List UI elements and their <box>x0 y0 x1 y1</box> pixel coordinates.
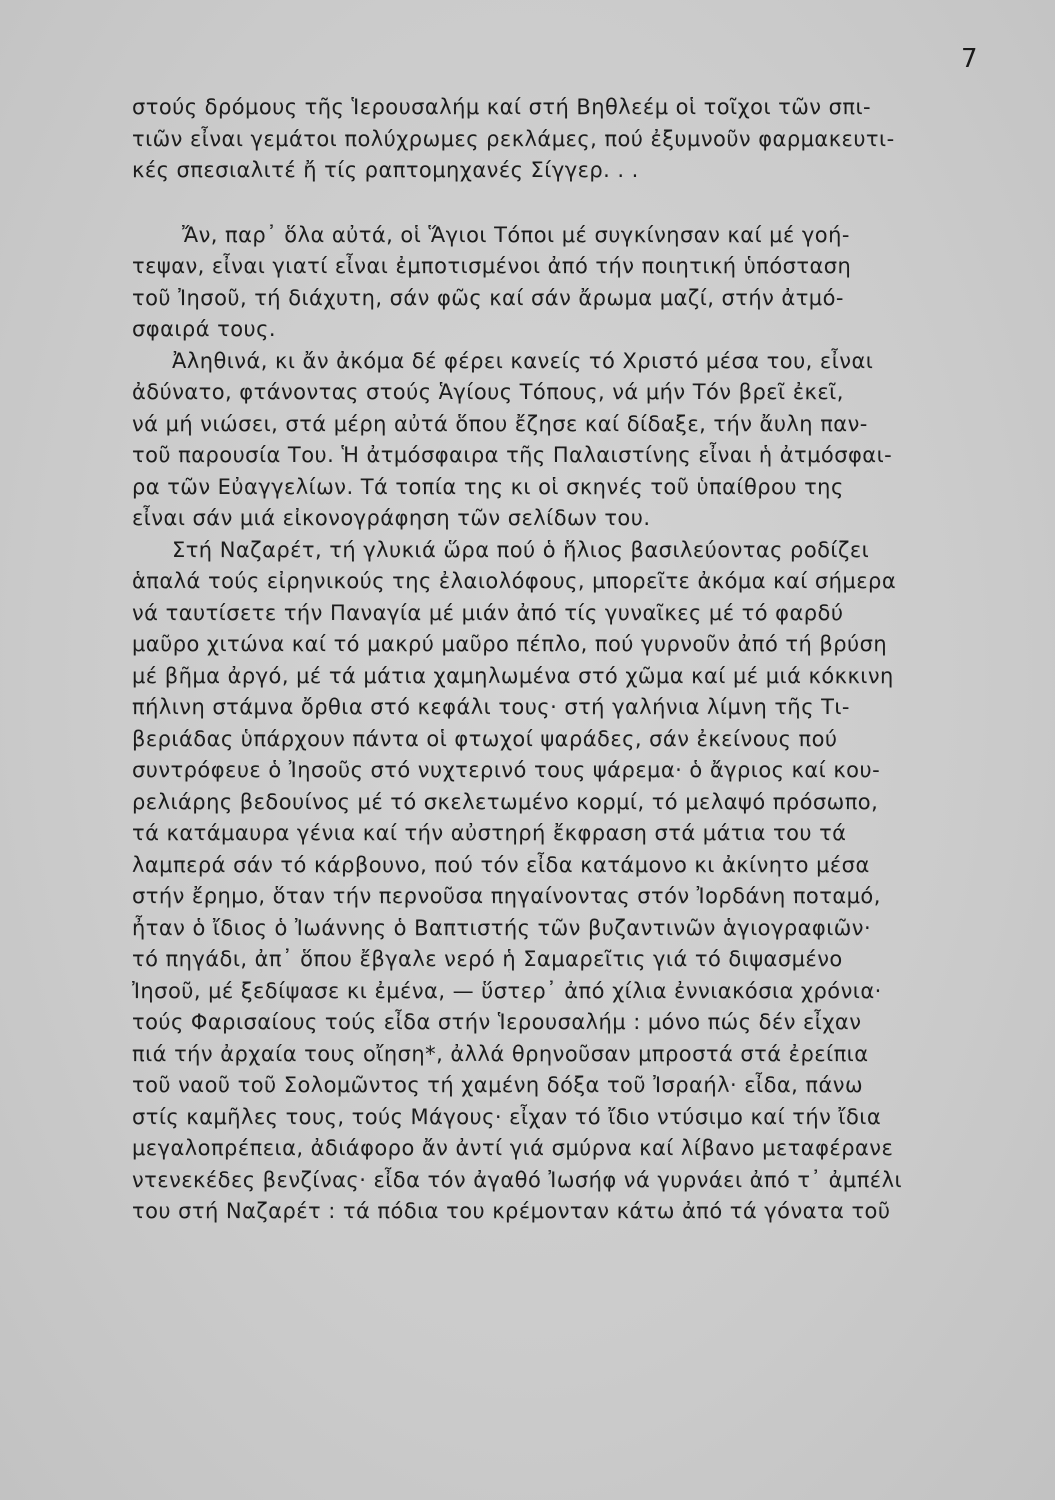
paragraph <box>132 346 982 535</box>
text-line: τιῶν εἶναι γεμάτοι πολύχρωμες ρεκλάμες, πού ἐξυμνοῦν φαρμακευτι- <box>132 126 895 151</box>
text-line: τεψαν, εἶναι γιατί εἶναι ἐμποτισμένοι ἀπό τήν ποιητική ὑπόσταση <box>132 254 852 278</box>
text-line: ἦταν ὁ ἴδιος ὁ Ἰωάννης ὁ Βαπτιστής τῶν βυζαντινῶν ἁγιογραφιῶν· <box>132 915 872 940</box>
text-line: τοῦ ναοῦ τοῦ Σολομῶντος τή χαμένη δόξα τοῦ Ἰσραήλ· εἶδα, πάνω <box>132 1073 864 1097</box>
text-line: πήλινη στάμνα ὄρθια στό κεφάλι τους· στή γαλήνια λίμνη τῆς Τι- <box>132 695 850 719</box>
text-line: στούς δρόμους τῆς Ἱερουσαλήμ καί στή Βηθλεέμ οἱ τοῖχοι τῶν σπι- <box>132 95 872 119</box>
text-line: Ἰησοῦ, μέ ξεδίψασε κι ἐμένα, — ὕστερ᾽ ἀπό χίλια ἐννιακόσια χρόνια· <box>132 978 882 1003</box>
text-line: μέ βῆμα ἀργό, μέ τά μάτια χαμηλωμένα στό χῶμα καί μέ μιά κόκκινη <box>132 663 894 688</box>
text-line: ντενεκέδες βενζίνας· εἶδα τόν ἀγαθό Ἰωσήφ νά γυρνάει ἀπό τ᾽ ἀμπέλι <box>132 1167 903 1192</box>
text-line: τοῦ παρουσία Του. Ἡ ἀτμόσφαιρα τῆς Παλαιστίνης εἶναι ἡ ἀτμόσφαι- <box>132 443 893 467</box>
text-line: Στή Ναζαρέτ, τή γλυκιά ὥρα πού ὁ ἥλιος βασιλεύοντας ροδίζει <box>172 537 870 562</box>
text-line: νά ταυτίσετε τήν Παναγία μέ μιάν ἀπό τίς γυναῖκες μέ τό φαρδύ <box>132 600 844 625</box>
text-line: σφαιρά τους. <box>132 317 277 341</box>
paragraph <box>132 220 982 346</box>
text-line: στήν ἔρημο, ὅταν τήν περνοῦσα πηγαίνοντας στόν Ἰορδάνη ποταμό, <box>132 884 881 908</box>
text-line: τά κατάμαυρα γένια καί τήν αὐστηρή ἔκφραση στά μάτια του τά <box>132 821 847 845</box>
text-line: τούς Φαρισαίους τούς εἶδα στήν Ἱερουσαλήμ : μόνο πώς δέν εἶχαν <box>132 1010 862 1034</box>
text-line: εἶναι σάν μιά εἰκονογράφηση τῶν σελίδων του. <box>132 506 651 530</box>
text-line: ἁπαλά τούς εἰρηνικούς της ἐλαιολόφους, μπορεῖτε ἀκόμα καί σήμερα <box>132 569 897 593</box>
paragraph <box>132 92 982 187</box>
text-line: Ἄν, παρ᾽ ὅλα αὐτά, οἱ Ἅγιοι Τόποι μέ συγκίνησαν καί μέ γοή- <box>182 222 850 247</box>
text-line: τοῦ Ἰησοῦ, τή διάχυτη, σάν φῶς καί σάν ἄρωμα μαζί, στήν ἀτμό- <box>132 285 844 310</box>
text-line: νά μή νιώσει, στά μέρη αὐτά ὅπου ἔζησε καί δίδαξε, τήν ἄυλη παν- <box>132 411 868 436</box>
text-line: τό πηγάδι, ἀπ᾽ ὅπου ἔβγαλε νερό ἡ Σαμαρεῖτις γιά τό διψασμένο <box>132 947 843 971</box>
text-line: του στή Ναζαρέτ : τά πόδια του κρέμονταν κάτω ἀπό τά γόνατα τοῦ <box>132 1199 891 1223</box>
text-line: στίς καμῆλες τους, τούς Μάγους· εἶχαν τό ἴδιο ντύσιμο καί τήν ἴδια <box>132 1104 882 1129</box>
text-line: κές σπεσιαλιτέ ἤ τίς ραπτομηχανές Σίγγερ. . . <box>132 158 639 182</box>
text-line: βεριάδας ὑπάρχουν πάντα οἱ φτωχοί ψαράδες, σάν ἐκείνους πού <box>132 726 838 751</box>
text-line: πιά τήν ἀρχαία τους οἴηση*, ἀλλά θρηνοῦσαν μπροστά στά ἐρείπια <box>132 1041 869 1066</box>
text-line: λαμπερά σάν τό κάρβουνο, πού τόν εἶδα κατάμονο κι ἀκίνητο μέσα <box>132 852 870 877</box>
text-line: Ἀληθινά, κι ἄν ἀκόμα δέ φέρει κανείς τό Χριστό μέσα του, εἶναι <box>172 348 874 373</box>
text-line: συντρόφευε ὁ Ἰησοῦς στό νυχτερινό τους ψάρεμα· ὁ ἄγριος καί κου- <box>132 758 881 782</box>
text-line: μεγαλοπρέπεια, ἀδιάφορο ἄν ἀντί γιά σμύρνα καί λίβανο μεταφέρανε <box>132 1136 894 1160</box>
page-number: 7 <box>961 44 978 74</box>
text-line: μαῦρο χιτώνα καί τό μακρύ μαῦρο πέπλο, πού γυρνοῦν ἀπό τή βρύση <box>132 632 888 656</box>
paragraph <box>132 535 982 1228</box>
body-text <box>132 92 982 1228</box>
text-line: ρα τῶν Εὐαγγελίων. Τά τοπία της κι οἱ σκηνές τοῦ ὑπαίθρου της <box>132 474 844 499</box>
text-line: ἀδύνατο, φτάνοντας στούς Ἁγίους Τόπους, νά μήν Τόν βρεῖ ἐκεῖ, <box>132 380 844 404</box>
text-line: ρελιάρης βεδουίνος μέ τό σκελετωμένο κορμί, τό μελαψό πρόσωπο, <box>132 789 879 814</box>
